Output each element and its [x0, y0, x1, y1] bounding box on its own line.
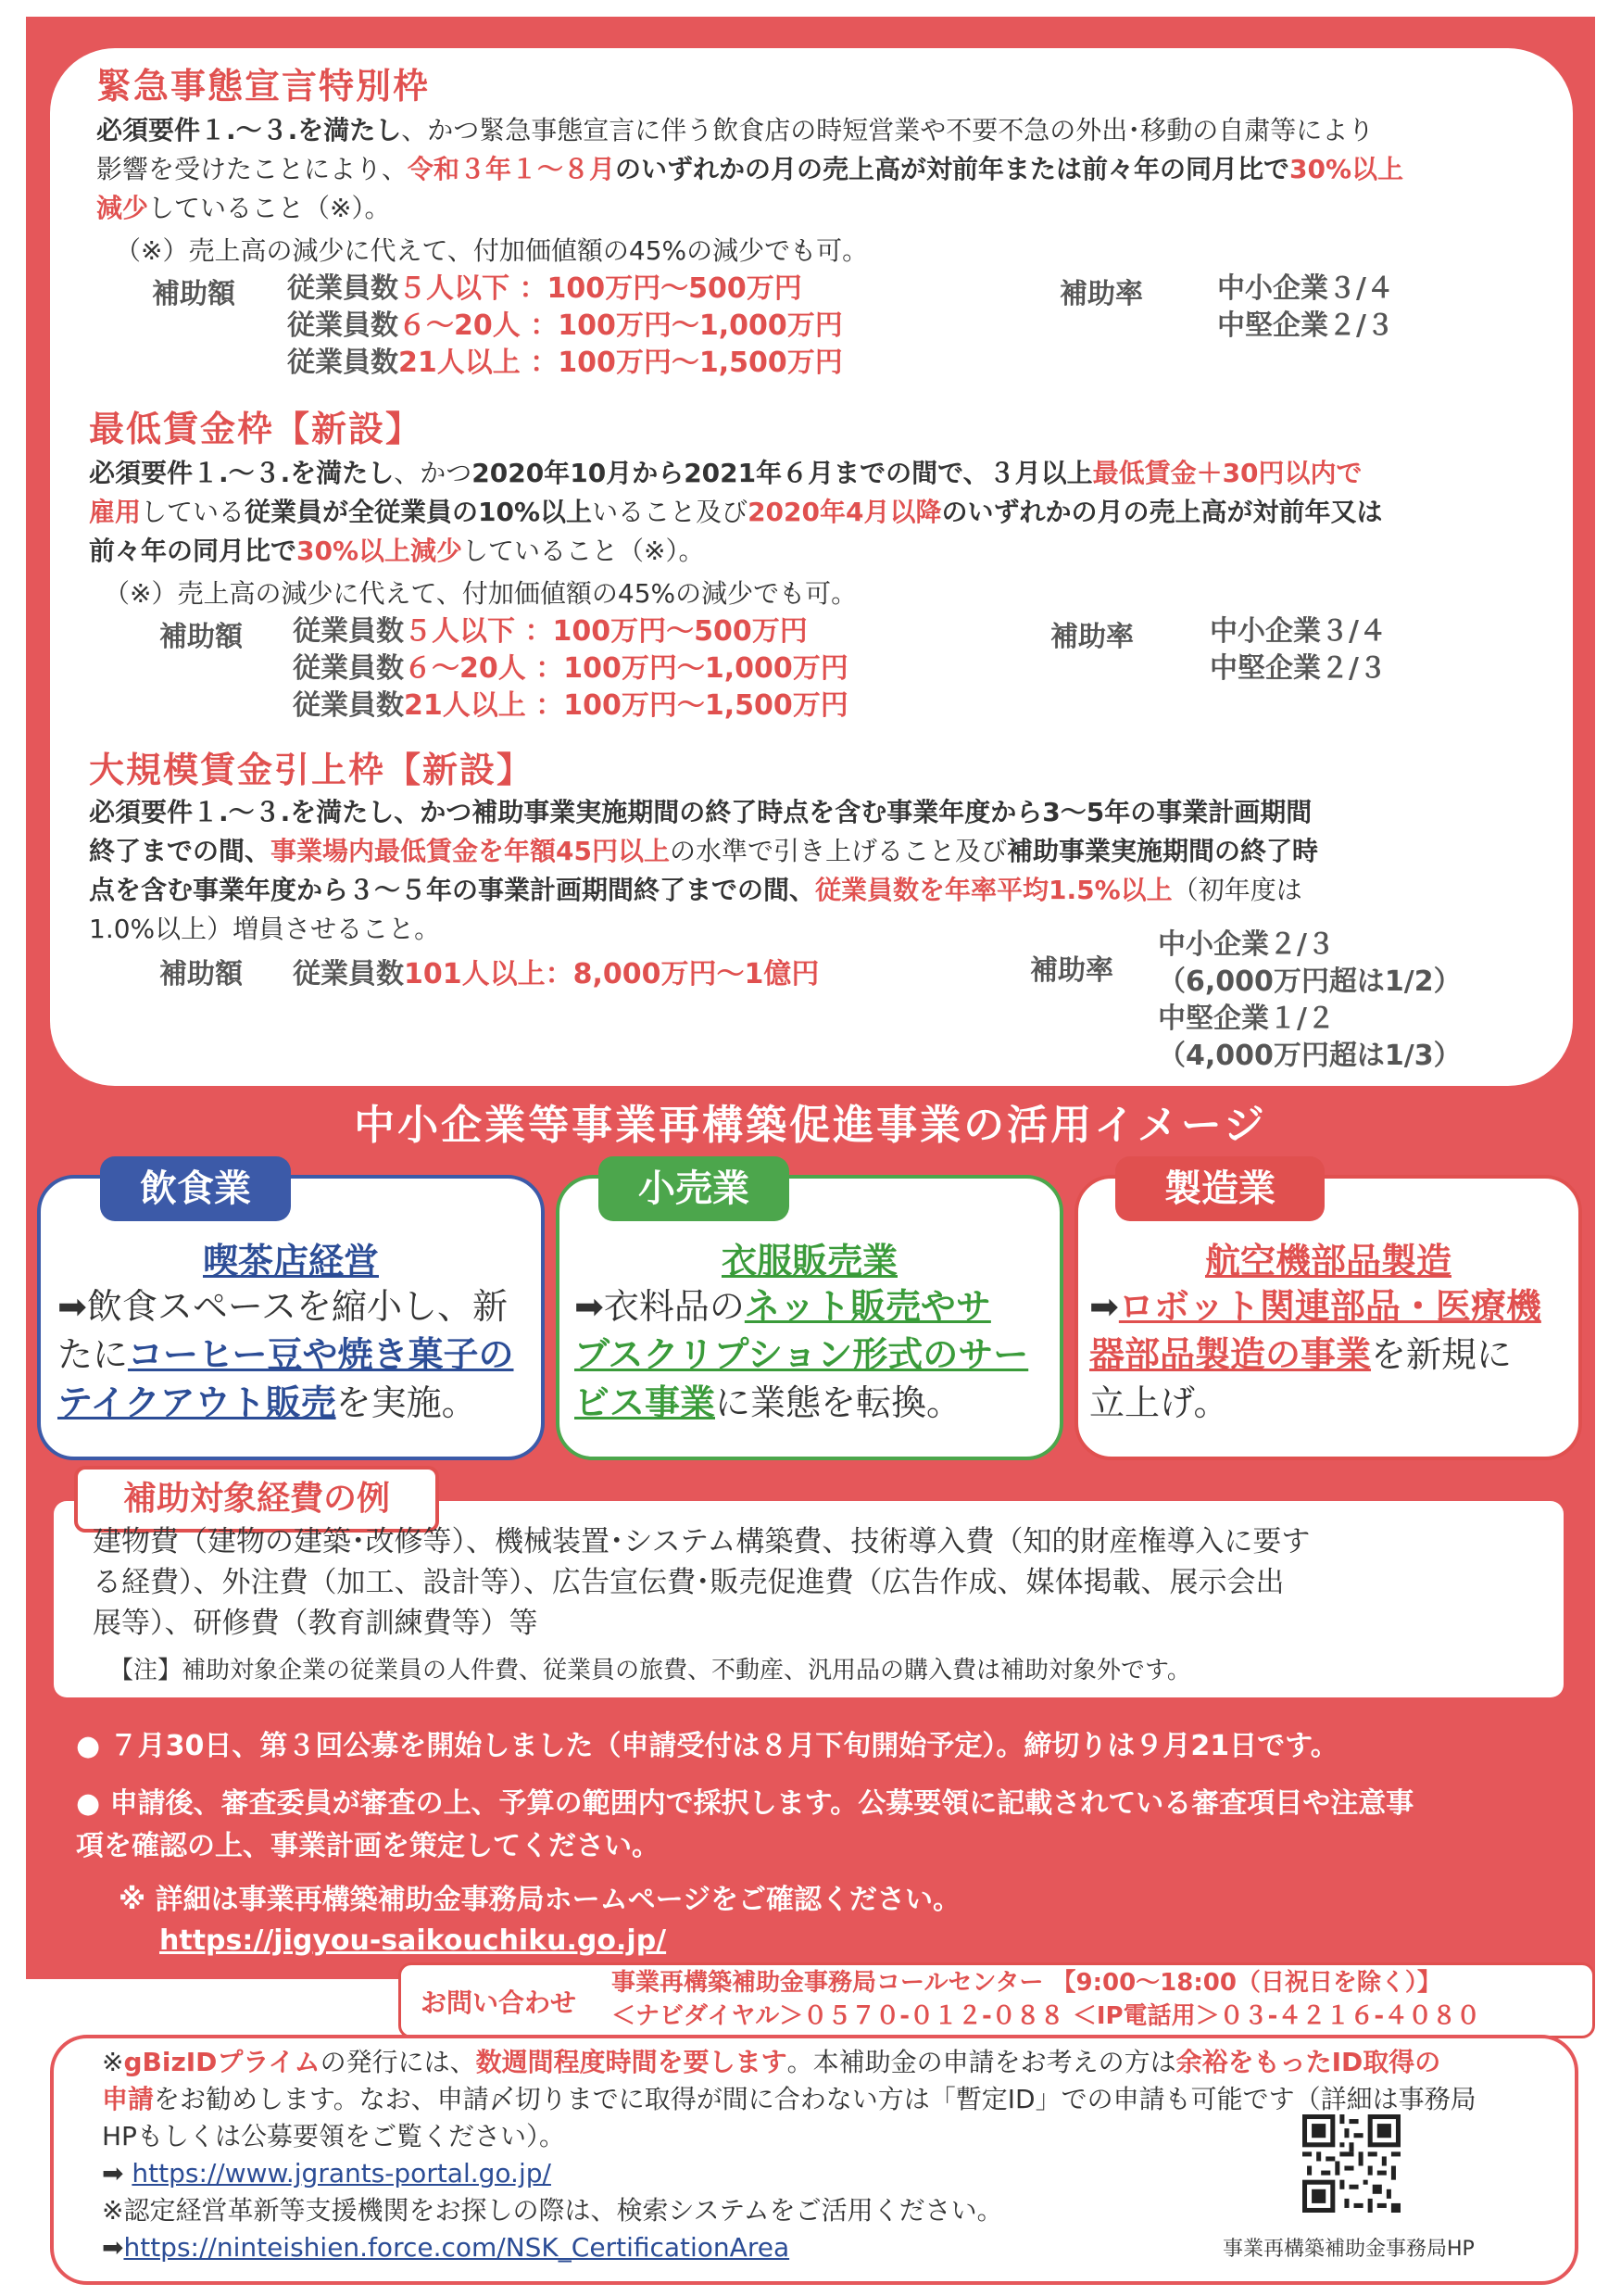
amount-row: 従業員数６～20人 ：100万円～1,000万円: [293, 652, 848, 685]
qr-caption: 事業再構築補助金事務局HP: [1223, 2238, 1475, 2261]
amount-label: 補助額: [159, 621, 243, 653]
rate-values: 中小企業３/４ 中堅企業２/３: [1210, 615, 1387, 685]
industry-tab: 製造業: [1115, 1156, 1325, 1221]
amount-row: 従業員数５人以下 ：100万円～500万円: [287, 272, 802, 305]
rate-label: 補助率: [1060, 278, 1143, 310]
industry-description: ➡ロボット関連部品・医療機 器部品製造の事業を新規に 立上げ。: [1089, 1286, 1541, 1423]
rate-label: 補助率: [1050, 621, 1134, 653]
section-title-minwage: 最低賃金枠【新設】: [89, 409, 423, 449]
amount-row: 従業員数101人以上：8,000万円～1億円: [293, 958, 820, 990]
contact-details: 事業再構築補助金事務局コールセンター 【9:00～18:00（日祝日を除く）】 ＜ナビダイヤル＞０５７０-０１２-０８８ ＜IP電話用＞０３-４２１６-４０８０: [611, 1969, 1481, 2030]
bullet-schedule: ● ７月30日、第３回公募を開始しました（申請受付は８月下旬開始予定）。締切りは９月21日です。: [76, 1730, 1338, 1762]
industry-description: ➡衣料品のネット販売やサ ブスクリプション形式のサー ビス事業に業態を転換。: [574, 1286, 1029, 1423]
amount-row: 従業員数６～20人 ：100万円～1,000万円: [287, 309, 843, 342]
industry-example: 衣服販売業: [721, 1241, 898, 1281]
section-minwage-text: 必須要件１.～３.を満たし、かつ2020年10月から2021年６月までの間で、３月以上最低賃金＋30円以内で 雇用している従業員が全従業員の10%以上いること及び2020年4月以降のいずれかの月の売上高が対前年又は 前々年の同月比で30%以上減少していること（※）。: [89, 458, 1383, 566]
rate-values: 中小企業２/３ （6,000万円超は1/2） 中堅企業１/２ （4,000万円超は1/3）: [1158, 928, 1462, 1072]
expenses-text: 建物費（建物の建築･改修等）、機械装置･システム構築費、技術導入費（知的財産権導入に要す る経費）、外注費（加工、設計等）、広告宣伝費･販売促進費（広告作成、媒体掲載、展示会出 展等）、研修費（教育訓練費等）等: [93, 1525, 1311, 1640]
amount-label: 補助額: [159, 958, 243, 990]
industry-description: ➡飲食スペースを縮小し、新 たにコーヒー豆や焼き菓子の テイクアウト販売を実施。: [57, 1286, 514, 1423]
note: （※）売上高の減少に代えて、付加価値額の45%の減少でも可。: [104, 578, 858, 609]
rate-values: 中小企業３/４ 中堅企業２/３: [1217, 272, 1394, 342]
amount-row: 従業員数５人以下 ：100万円～500万円: [293, 615, 808, 648]
section-emergency-text: 必須要件１.～３.を満たし、かつ緊急事態宣言に伴う飲食店の時短営業や不要不急の外出･移動の自粛等により 影響を受けたことにより、令和３年１～８月のいずれかの月の売上高が対前年または前々年の同月比で30%以上 減少していること（※）。: [96, 115, 1404, 223]
usage-image-title: 中小企業等事業再構築促進事業の活用イメージ: [354, 1102, 1267, 1149]
bullet-details: ※ 詳細は事業再構築補助金事務局ホームページをご確認ください。: [119, 1884, 961, 1916]
jgrants-link[interactable]: https://www.jgrants-portal.go.jp/: [132, 2158, 551, 2189]
expenses-tab: 補助対象経費の例: [74, 1466, 439, 1533]
amount-table: [287, 271, 843, 382]
industry-tab: 小売業: [598, 1156, 789, 1221]
gbizid-text: ※gBizIDプライムの発行には、数週間程度時間を要します。本補助金の申請をお考えの方は余裕をもったID取得の 申請をお勧めします。なお、申請〆切りまでに取得が間に合わない方は「暫定ID」での申請も可能です（詳細は事務局 HPもしくは公募要領をご覧ください）。 ➡ https://www.jgrants-portal.go.jp/ ※認定経営革新等支援機関をお探しの際は、検索システムをご活用ください。 ➡https://ninteishien.force.com/NSK_CertificationArea: [102, 2047, 1476, 2263]
amount-row: 従業員数21人以上 ：100万円～1,500万円: [293, 689, 848, 722]
section-title-emergency: 緊急事態宣言特別枠: [96, 66, 431, 107]
section-title-largewage: 大規模賃金引上枠【新設】: [89, 750, 534, 790]
industry-example: 航空機部品製造: [1204, 1241, 1451, 1281]
note: （※）売上高の減少に代えて、付加価値額の45%の減少でも可。: [115, 235, 869, 266]
industry-example: 喫茶店経営: [202, 1241, 379, 1281]
expenses-note: 【注】補助対象企業の従業員の人件費、従業員の旅費、不動産、汎用品の購入費は補助対象外です。: [109, 1657, 1191, 1684]
official-site-link[interactable]: https://jigyou-saikouchiku.go.jp/: [159, 1924, 667, 1957]
bullet-review: ● 申請後、審査委員が審査の上、予算の範囲内で採択します。公募要領に記載されている審査項目や注意事 項を確認の上、事業計画を策定してください。: [76, 1787, 1414, 1862]
qr-code-icon[interactable]: [1302, 2114, 1401, 2213]
contact-label: お問い合わせ: [421, 1987, 577, 2018]
amount-label: 補助額: [152, 278, 235, 310]
industry-tab: 飲食業: [100, 1156, 291, 1221]
rate-label: 補助率: [1030, 954, 1113, 987]
amount-row: 従業員数21人以上 ：100万円～1,500万円: [287, 347, 843, 379]
section-largewage-text: 必須要件１.～３.を満たし、かつ補助事業実施期間の終了時点を含む事業年度から3～5年の事業計画期間 終了までの間、事業場内最低賃金を年額45円以上の水準で引き上げること及び補助事業実施期間の終了時 点を含む事業年度から３～５年の事業計画期間終了までの間、従業員数を年率平均1.5%以上（初年度は 1.0%以上）増員させること。: [89, 797, 1319, 944]
ninteishien-link[interactable]: https://ninteishien.force.com/NSK_CertificationArea: [123, 2232, 790, 2263]
amount-table: [293, 613, 848, 725]
